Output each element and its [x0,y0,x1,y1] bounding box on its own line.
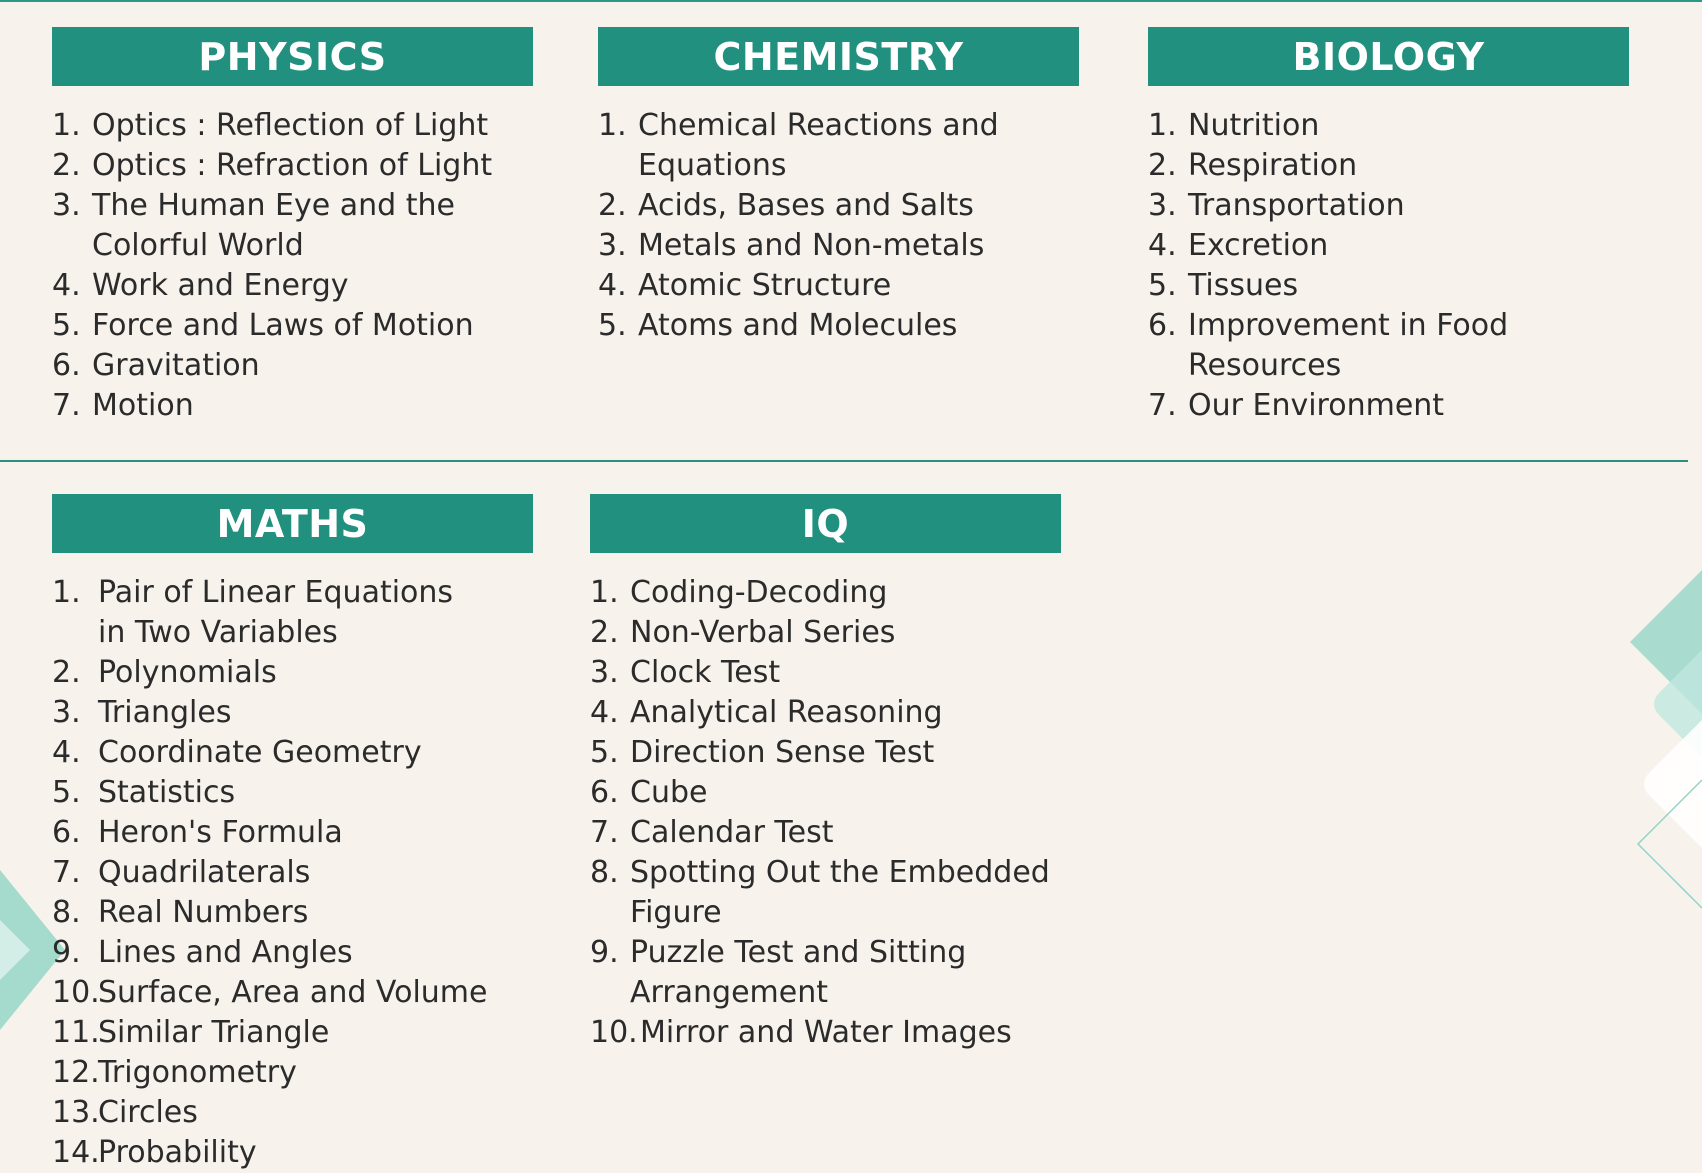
list-item [52,973,533,1013]
item-number: 3. [590,655,619,690]
item-number: 6. [52,348,81,383]
item-number: 1. [598,108,627,143]
item-number: 5. [598,308,627,343]
item-number: 12. [52,1055,100,1090]
maths-header: MATHS [52,494,533,553]
item-text: The Human Eye and the Colorful World [92,188,455,263]
item-text: Clock Test [630,655,781,690]
item-text: Respiration [1188,148,1358,183]
item-text: Lines and Angles [98,935,353,970]
item-text: Real Numbers [98,895,309,930]
item-text: Optics : Reflection of Light [92,108,489,143]
maths-topic-list [52,573,533,1173]
list-item [52,813,533,853]
item-number: 5. [52,775,81,810]
item-number: 7. [590,815,619,850]
item-number: 4. [1148,228,1177,263]
item-number: 4. [598,268,627,303]
item-number: 3. [1148,188,1177,223]
list-item [598,306,1079,346]
item-number: 6. [52,815,81,850]
item-number: 4. [52,735,81,770]
list-item [52,346,533,386]
item-text: Statistics [98,775,236,810]
item-text: Cube [630,775,708,810]
item-text: Non-Verbal Series [630,615,896,650]
list-item [52,853,533,893]
list-item [590,1013,1061,1053]
list-item [52,653,533,693]
chemistry-topic-list [598,106,1079,346]
item-number: 2. [598,188,627,223]
list-item [590,813,1061,853]
list-item [590,693,1061,733]
list-item [52,573,533,653]
iq-header: IQ [590,494,1061,553]
item-number: 4. [52,268,81,303]
item-text: Optics : Refraction of Light [92,148,493,183]
item-number: 1. [52,575,81,610]
item-text: Direction Sense Test [630,735,935,770]
physics-header: PHYSICS [52,27,533,86]
list-item [1148,306,1629,386]
list-item [52,933,533,973]
list-item [52,186,533,266]
item-number: 10. [52,975,100,1010]
item-text: Spotting Out the Embedded Figure [630,855,1050,930]
list-item [1148,186,1629,226]
list-item [598,266,1079,306]
list-item [590,773,1061,813]
item-text: Gravitation [92,348,260,383]
list-item [52,1013,533,1053]
item-text: Metals and Non-metals [638,228,985,263]
list-item [1148,226,1629,266]
item-text: Coordinate Geometry [98,735,422,770]
list-item [1148,146,1629,186]
item-text: Transportation [1188,188,1405,223]
item-text: Analytical Reasoning [630,695,943,730]
list-item [52,693,533,733]
item-number: 2. [590,615,619,650]
item-number: 2. [52,148,81,183]
item-number: 7. [52,855,81,890]
biology-header: BIOLOGY [1148,27,1629,86]
item-number: 1. [52,108,81,143]
item-number: 6. [1148,308,1177,343]
item-text: Quadrilaterals [98,855,311,890]
item-text: Improvement in Food Resources [1188,308,1509,383]
decorative-diamonds-right [1600,570,1702,930]
list-item [52,1133,533,1173]
item-number: 3. [598,228,627,263]
item-text: Chemical Reactions and Equations [638,108,999,183]
item-number: 2. [52,655,81,690]
list-item [1148,106,1629,146]
list-item [590,573,1061,613]
item-number: 5. [52,308,81,343]
item-number: 1. [1148,108,1177,143]
list-item [52,106,533,146]
item-text: Atoms and Molecules [638,308,958,343]
list-item [590,733,1061,773]
item-number: 6. [590,775,619,810]
item-text: Pair of Linear Equations in Two Variables [98,575,454,650]
item-text: Work and Energy [92,268,349,303]
chemistry-section [598,27,1079,346]
list-item [598,106,1079,186]
item-text: Puzzle Test and Sitting Arrangement [630,935,967,1010]
biology-section [1148,27,1629,426]
list-item [1148,386,1629,426]
list-item [598,186,1079,226]
item-number: 9. [52,935,81,970]
item-number: 1. [590,575,619,610]
item-text: Trigonometry [98,1055,297,1090]
item-number: 14. [52,1135,100,1170]
item-text: Tissues [1188,268,1299,303]
item-number: 8. [52,895,81,930]
list-item [52,733,533,773]
item-text: Surface, Area and Volume [98,975,488,1010]
item-text: Nutrition [1188,108,1320,143]
item-text: Our Environment [1188,388,1445,423]
section-divider [0,460,1688,462]
list-item [590,653,1061,693]
list-item [590,933,1061,1013]
iq-section [590,494,1061,1053]
list-item [52,893,533,933]
item-number: 3. [52,188,81,223]
item-number: 9. [590,935,619,970]
list-item [590,613,1061,653]
item-text: Heron's Formula [98,815,343,850]
item-text: Coding-Decoding [630,575,888,610]
item-number: 13. [52,1095,100,1130]
item-number: 8. [590,855,619,890]
list-item [590,853,1061,933]
item-text: Similar Triangle [98,1015,330,1050]
item-number: 3. [52,695,81,730]
item-number: 5. [1148,268,1177,303]
biology-topic-list [1148,106,1629,426]
item-number: 2. [1148,148,1177,183]
list-item [52,386,533,426]
list-item [52,266,533,306]
item-text: Force and Laws of Motion [92,308,474,343]
item-text: Polynomials [98,655,277,690]
iq-topic-list [590,573,1061,1053]
physics-topic-list [52,106,533,426]
item-text: Atomic Structure [638,268,892,303]
item-number: 10. [590,1015,638,1050]
item-number: 7. [1148,388,1177,423]
item-number: 7. [52,388,81,423]
item-text: Triangles [98,695,232,730]
item-text: Mirror and Water Images [640,1015,1012,1050]
list-item [598,226,1079,266]
item-number: 4. [590,695,619,730]
maths-section [52,494,533,1173]
list-item [52,773,533,813]
list-item [52,1093,533,1133]
list-item [52,306,533,346]
item-number: 11. [52,1015,100,1050]
item-number: 5. [590,735,619,770]
item-text: Circles [98,1095,198,1130]
chemistry-header: CHEMISTRY [598,27,1079,86]
top-rule [0,0,1702,2]
item-text: Excretion [1188,228,1329,263]
list-item [52,1053,533,1093]
item-text: Probability [98,1135,257,1170]
item-text: Calendar Test [630,815,834,850]
list-item [52,146,533,186]
physics-section [52,27,533,426]
item-text: Motion [92,388,194,423]
item-text: Acids, Bases and Salts [638,188,974,223]
list-item [1148,266,1629,306]
